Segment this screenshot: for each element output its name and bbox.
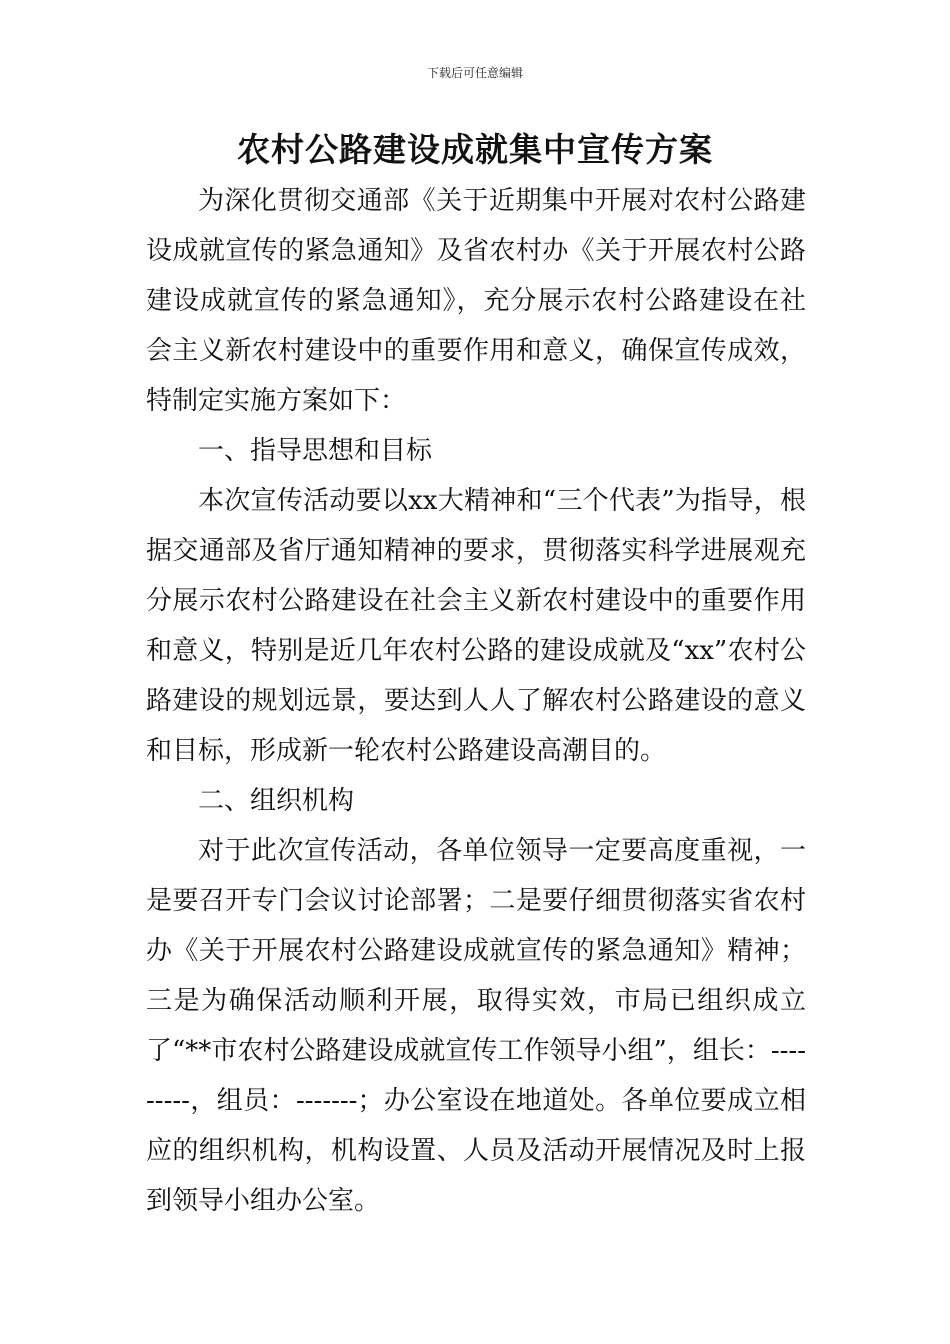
header-note: 下载后可任意编辑 xyxy=(426,66,523,80)
section-heading-guiding-ideology: 一、指导思想和目标 xyxy=(198,436,433,466)
intro-paragraph: 为深化贯彻交通部《关于近期集中开展对农村公路建设成就宣传的紧急通知》及省农村办《关于开展农村公路建设成就宣传的紧急通知》，充分展示农村公路建设在社会主义新农村建设中的重要作用和意义，确保宣传成效，特制定实施方案如下： xyxy=(146,186,806,416)
section-body-guiding-ideology: 本次宣传活动要以xx大精神和“三个代表”为指导，根据交通部及省厅通知精神的要求，贯彻落实科学进展观充分展示农村公路建设在社会主义新农村建设中的重要作用和意义，特别是近几年农村公路的建设成就及“xx”农村公路建设的规划远景，要达到人人了解农村公路建设的意义和目标，形成新一轮农村公路建设高潮目的。 xyxy=(146,486,806,766)
section-body-organization: 对于此次宣传活动，各单位领导一定要高度重视，一是要召开专门会议讨论部署；二是要仔细贯彻落实省农村办《关于开展农村公路建设成就宣传的紧急通知》精神；三是为确保活动顺利开展，取得实效，市局已组织成立了“**市农村公路建设成就宣传工作领导小组”，组长：---------，组员：-------；办公室设在地道处。各单位要成立相应的组织机构，机构设置、人员及活动开展情况及时上报到领导小组办公室。 xyxy=(146,836,806,1216)
document-title: 农村公路建设成就集中宣传方案 xyxy=(237,130,713,169)
document-body xyxy=(146,176,806,1226)
section-heading-organization: 二、组织机构 xyxy=(198,786,355,816)
